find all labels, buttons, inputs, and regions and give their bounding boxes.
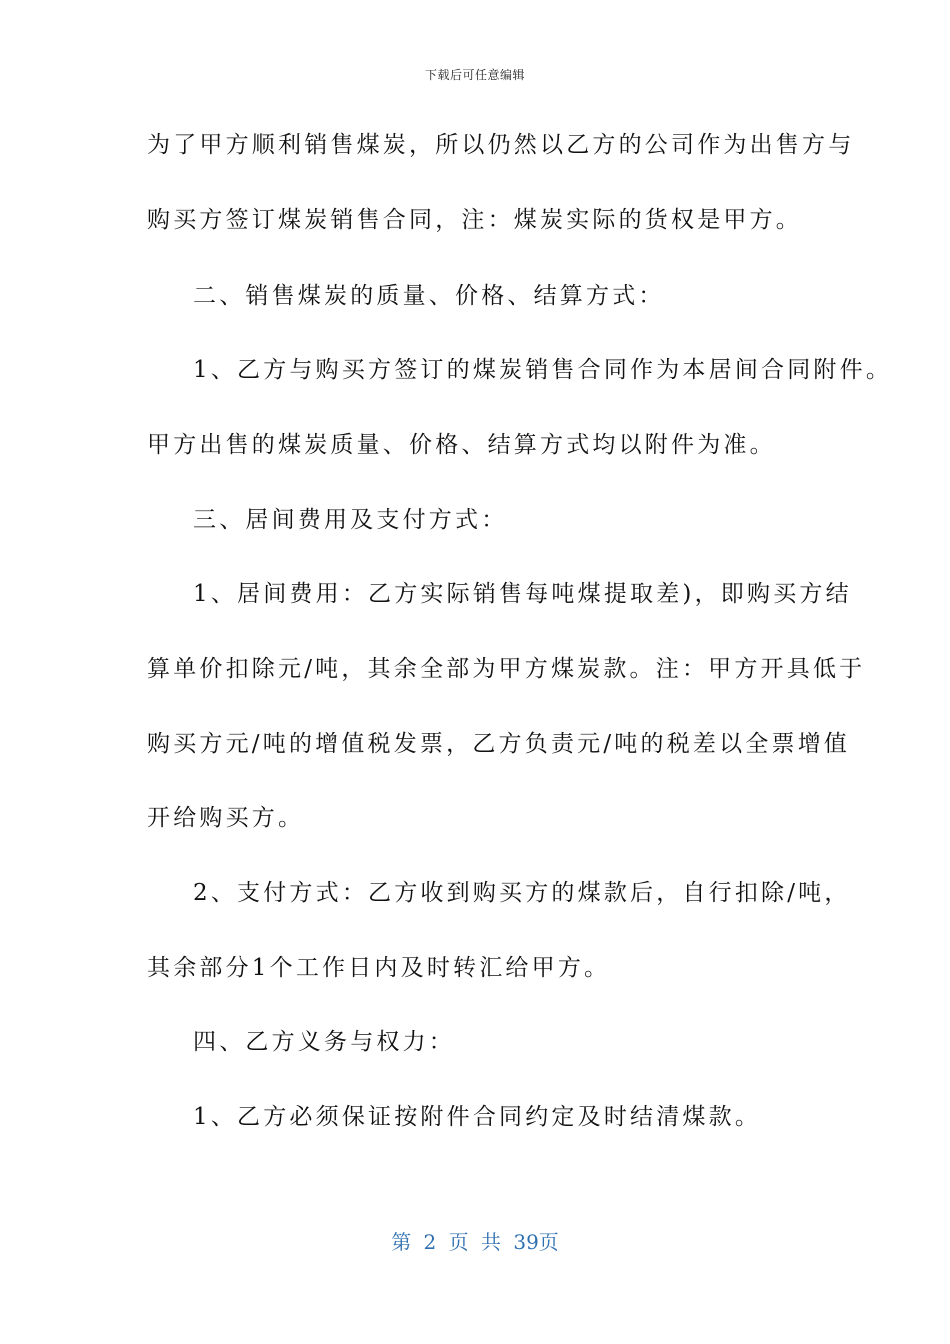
body-line: 2、支付方式：乙方收到购买方的煤款后，自行扣除/吨， bbox=[193, 880, 851, 906]
section-heading: 二、销售煤炭的质量、价格、结算方式： bbox=[193, 283, 665, 309]
body-line: 甲方出售的煤炭质量、价格、结算方式均以附件为准。 bbox=[147, 432, 776, 458]
body-line: 购买方签订煤炭销售合同，注：煤炭实际的货权是甲方。 bbox=[147, 207, 802, 233]
body-line: 开给购买方。 bbox=[147, 805, 305, 831]
body-line: 购买方元/吨的增值税发票，乙方负责元/吨的税差以全票增值 bbox=[147, 731, 851, 757]
body-line: 1、居间费用：乙方实际销售每吨煤提取差)，即购买方结 bbox=[193, 581, 852, 607]
section-heading: 三、居间费用及支付方式： bbox=[193, 507, 508, 533]
body-line: 其余部分1个工作日内及时转汇给甲方。 bbox=[147, 955, 611, 981]
body-line: 算单价扣除元/吨，其余全部为甲方煤炭款。注：甲方开具低于 bbox=[147, 656, 866, 682]
body-line: 1、乙方与购买方签订的煤炭销售合同作为本居间合同附件。 bbox=[193, 357, 893, 383]
body-line: 为了甲方顺利销售煤炭，所以仍然以乙方的公司作为出售方与 bbox=[147, 132, 855, 158]
section-heading: 四、乙方义务与权力： bbox=[193, 1029, 455, 1055]
page-footer: 第 2 页 共 39页 bbox=[391, 1230, 559, 1254]
page-header: 下载后可任意编辑 bbox=[424, 68, 525, 82]
body-line: 1、乙方必须保证按附件合同约定及时结清煤款。 bbox=[193, 1104, 762, 1130]
